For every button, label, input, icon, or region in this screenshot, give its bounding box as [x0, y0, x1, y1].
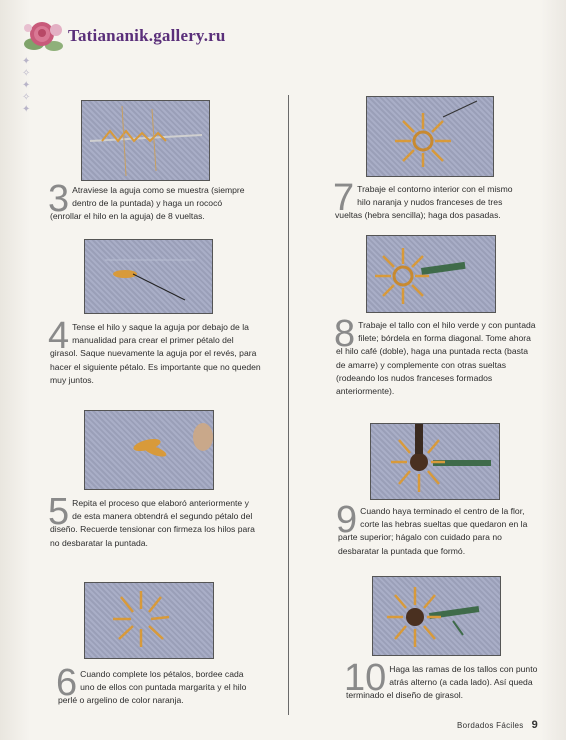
rose-logo-icon — [20, 16, 66, 58]
step-6-photo — [84, 582, 214, 659]
step-10 — [344, 657, 538, 703]
step-8-photo — [366, 235, 496, 313]
step-number: 10 — [344, 657, 387, 699]
sunflower-illustration — [367, 97, 493, 176]
sunflower-petals-illustration — [85, 583, 213, 658]
step-text: Trabaje el tallo con el hilo verde y con puntada filete; bórdela en forma diagonal. Tome ahora el hilo café (doble), haga una puntada recta (basta de amarre) y complemente con otras sueltas (rodeando los nudos franceses formados anteriormente). — [336, 320, 536, 397]
step-text: Repita el proceso que elaboró anteriormente y de esta manera obtendrá el segundo pétalo del diseño. Recuerde tensionar con firmeza los hilos para no desbaratar la puntada. — [50, 498, 255, 548]
step-7 — [333, 177, 525, 223]
magazine-name: Bordados Fáciles — [457, 721, 524, 730]
step-number: 4 — [48, 315, 70, 357]
step-text: Tense el hilo y saque la aguja por debajo de la manualidad para crear el primer pétalo del girasol. Saque nuevamente la aguja por el revés, para hacer el siguiente pétalo. Es importante que no queden muy juntos. — [50, 322, 261, 385]
sunflower-center-illustration — [371, 424, 499, 499]
step-4 — [48, 315, 262, 387]
step-text: Cuando haya terminado el centro de la flor, corte las hebras sueltas que quedaron en la parte superior; hágalo con cuidado para no desbaratar la puntada que formó. — [338, 506, 528, 556]
watermark — [8, 6, 268, 115]
step-number: 3 — [48, 178, 70, 220]
step-9 — [336, 499, 538, 558]
step-number: 5 — [48, 491, 70, 533]
step-10-photo — [372, 576, 501, 656]
step-8 — [334, 313, 536, 398]
step-number: 7 — [333, 177, 355, 219]
watermark-text: Tatiananik.gallery.ru — [68, 26, 226, 45]
page-footer — [457, 719, 538, 731]
finished-sunflower-illustration — [373, 577, 500, 655]
step-9-photo — [370, 423, 500, 500]
step-3 — [48, 178, 250, 224]
step-text: Trabaje el contorno interior con el mismo hilo naranja y nudos franceses de tres vueltas (hebra sencilla); haga dos pasadas. — [335, 184, 513, 221]
needle-illustration — [85, 240, 212, 313]
step-number: 8 — [334, 313, 356, 355]
step-number: 6 — [56, 662, 78, 704]
column-divider — [288, 95, 289, 715]
star-ornament-icon: ✦ ✧ ✦ ✧ ✦ — [22, 56, 31, 115]
needle-illustration — [82, 101, 209, 180]
step-3-photo — [81, 100, 210, 181]
sunflower-stem-illustration — [367, 236, 495, 312]
step-4-photo — [84, 239, 213, 314]
step-number: 9 — [336, 499, 358, 541]
step-5-photo — [84, 410, 214, 490]
step-6 — [56, 662, 258, 708]
petal-illustration — [85, 411, 213, 489]
step-text: Atraviese la aguja como se muestra (siempre dentro de la puntada) y haga un rococó (enrollar el hilo en la aguja) de 8 vueltas. — [50, 185, 245, 222]
step-text: Cuando complete los pétalos, bordee cada uno de ellos con puntada margarita y el hilo perlé o argelino de color naranja. — [58, 669, 247, 706]
step-7-photo — [366, 96, 494, 177]
step-5 — [48, 491, 255, 550]
page-number: 9 — [531, 719, 539, 731]
step-text: Haga las ramas de los tallos con punto atrás alterno (a cada lado). Así queda terminado el diseño de girasol. — [346, 664, 538, 701]
